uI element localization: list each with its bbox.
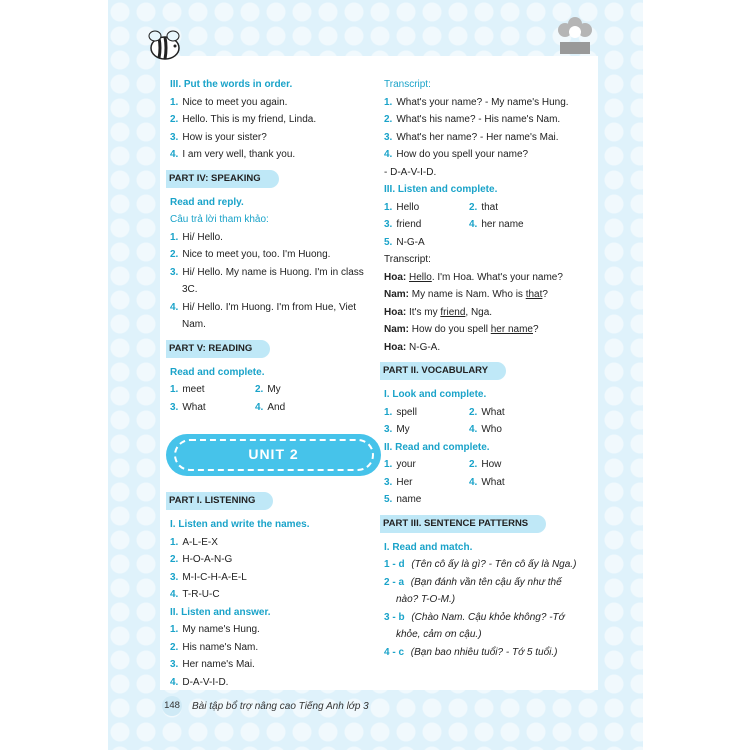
part-heading: PART II. VOCABULARY — [380, 362, 506, 380]
flower-pot-icon — [548, 14, 602, 56]
section-title: III. Put the words in order. — [170, 79, 293, 90]
left-column: III. Put the words in order. 1. Nice to meet you again. 2. Hello. This is my friend, Linda. 3. How is your sister? 4. I am very well, thank you. PART IV: SPEAKING Read and reply. Câu trả lời tham khảo: 1. Hi/ Hello. 2. Nice to meet you, too. I'm Huong. 3. Hi/ Hello. My name is Huong. I'm in class 3C. 4. Hi/ Hello. I'm Huong. I'm from Hue, Viet Nam. PART V: READING Read and complete. 1. meet 2. My 3. What 4. And UNIT 2 PART I. LISTENING I. Listen and write the names. 1. A-L-E-X 2. H-O-A-N-G 3. M-I-C-H-A-E-L 4. T-R-U-C II. Listen and answer. 1. My name's Hung. 2. His name's Nam. 3. Her name's Mai. 4. D-A-V-I-D. — [170, 76, 380, 691]
part-heading: PART I. LISTENING — [166, 492, 273, 510]
page-footer — [162, 696, 369, 716]
part-heading: PART IV: SPEAKING — [166, 170, 279, 188]
part-heading: PART V: READING — [166, 340, 270, 358]
unit-banner: UNIT 2 — [166, 434, 381, 476]
page-number: 148 — [162, 696, 182, 716]
book-title: Bài tập bổ trợ nâng cao Tiếng Anh lớp 3 — [192, 700, 369, 712]
part-heading: PART III. SENTENCE PATTERNS — [380, 515, 546, 533]
right-column: Transcript: 1. What's your name? - My name's Hung. 2. What's his name? - His name's Nam. 3. What's her name? - Her name's Mai. 4. How do you spell your name? - D-A-V-I-D. III. Listen and complete. 1. Hello 2. that 3. friend 4. her name 5. N-G-A Transcript: Hoa: Hello. I'm Hoa. What's your name? Nam: My name is Nam. Who is that? Hoa: It's my friend, Nga. Nam: How do you spell her name? Hoa: N-G-A. PART II. VOCABULARY I. Look and complete. 1. spell 2. What 3. My 4. Who II. Read and complete. 1. your 2. How 3. Her 4. What 5. name PART III. SENTENCE PATTERNS I. Read and match. 1 - d (Tên cô ấy là gì? - Tên cô ấy là Nga.) 2 - a (Bạn đánh vần tên cậu ấy như thế nào? T-O-M.) 3 - b (Chào Nam. Cậu khỏe không? -Tớ khỏe, cảm ơn cậu.) 4 - c (Bạn bao nhiêu tuổi? - Tớ 5 tuổi.) — [384, 76, 594, 661]
bee-icon — [145, 28, 185, 62]
